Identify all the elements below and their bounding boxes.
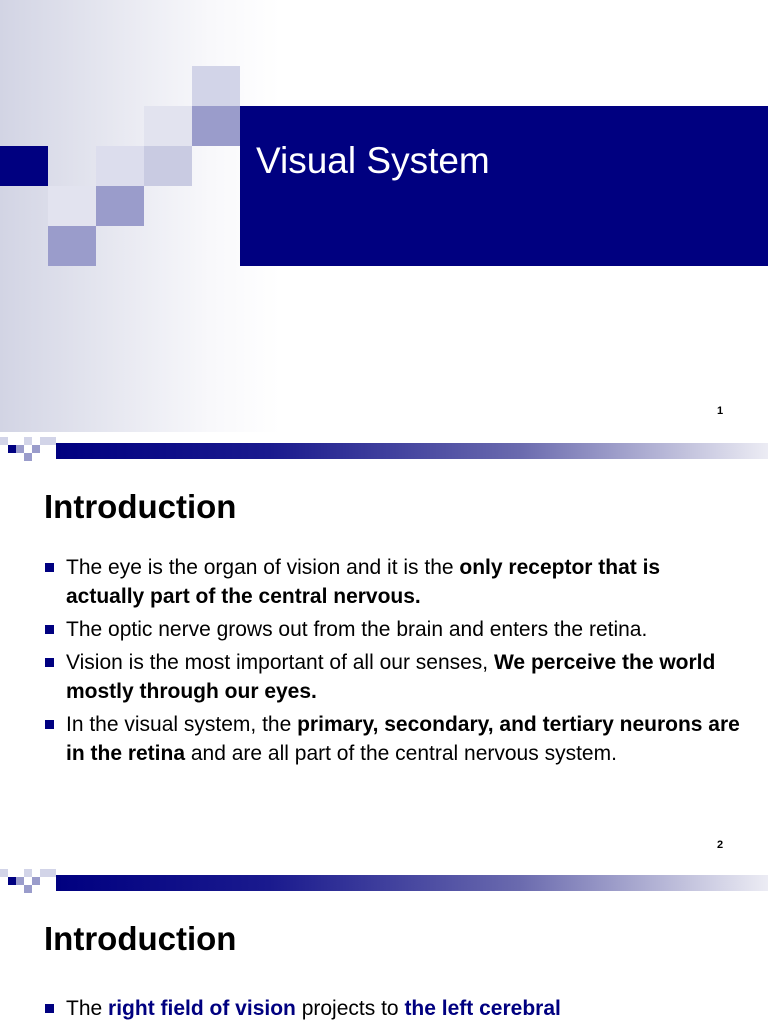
title-band [240, 106, 768, 266]
decor-square [192, 66, 240, 106]
square-bullet-icon [45, 658, 54, 667]
list-item: Vision is the most important of all our senses, We perceive the world mostly through our eyes. [44, 648, 744, 706]
slide-2 [0, 432, 768, 864]
decor-square [192, 106, 240, 146]
decor-square [48, 869, 56, 877]
decor-square [96, 186, 144, 226]
header-gradient-bar [56, 875, 768, 891]
bullet-list [44, 553, 744, 772]
decor-square [0, 869, 8, 877]
slide-heading: Introduction [44, 920, 237, 957]
decor-square [40, 437, 48, 445]
decor-square [40, 869, 48, 877]
square-bullet-icon [45, 1004, 54, 1013]
decor-square [24, 885, 32, 893]
bullet-list [44, 994, 744, 1024]
decor-square [24, 869, 32, 877]
decor-square [32, 877, 40, 885]
decor-square [144, 146, 192, 186]
decor-square [48, 437, 56, 445]
square-bullet-icon [45, 625, 54, 634]
list-item: In the visual system, the primary, secondary, and tertiary neurons are in the retina and are all part of the central nervous system. [44, 710, 744, 768]
decor-square [16, 445, 24, 453]
list-item: The eye is the organ of vision and it is the only receptor that is actually part of the central nervous. [44, 553, 744, 611]
decor-square [0, 437, 8, 445]
decor-square [96, 146, 144, 186]
slide-title: Visual System [256, 140, 490, 181]
square-bullet-icon [45, 563, 54, 572]
list-item: The right field of vision projects to the left cerebral [44, 994, 744, 1023]
decor-square [144, 106, 192, 146]
decor-square [48, 186, 96, 226]
slide-3 [0, 864, 768, 1024]
left-accent-bar [0, 146, 48, 186]
decor-square [8, 877, 16, 885]
page-number: 1 [717, 405, 724, 417]
decor-square [16, 877, 24, 885]
decor-square [48, 226, 96, 266]
square-bullet-icon [45, 720, 54, 729]
slide-heading: Introduction [44, 488, 237, 525]
decor-square [8, 445, 16, 453]
decor-square [24, 437, 32, 445]
page-number: 2 [717, 839, 724, 851]
header-gradient-bar [56, 443, 768, 459]
list-item: The optic nerve grows out from the brain and enters the retina. [44, 615, 744, 644]
decor-square [32, 445, 40, 453]
decor-square [24, 453, 32, 461]
slide-1 [0, 0, 768, 432]
